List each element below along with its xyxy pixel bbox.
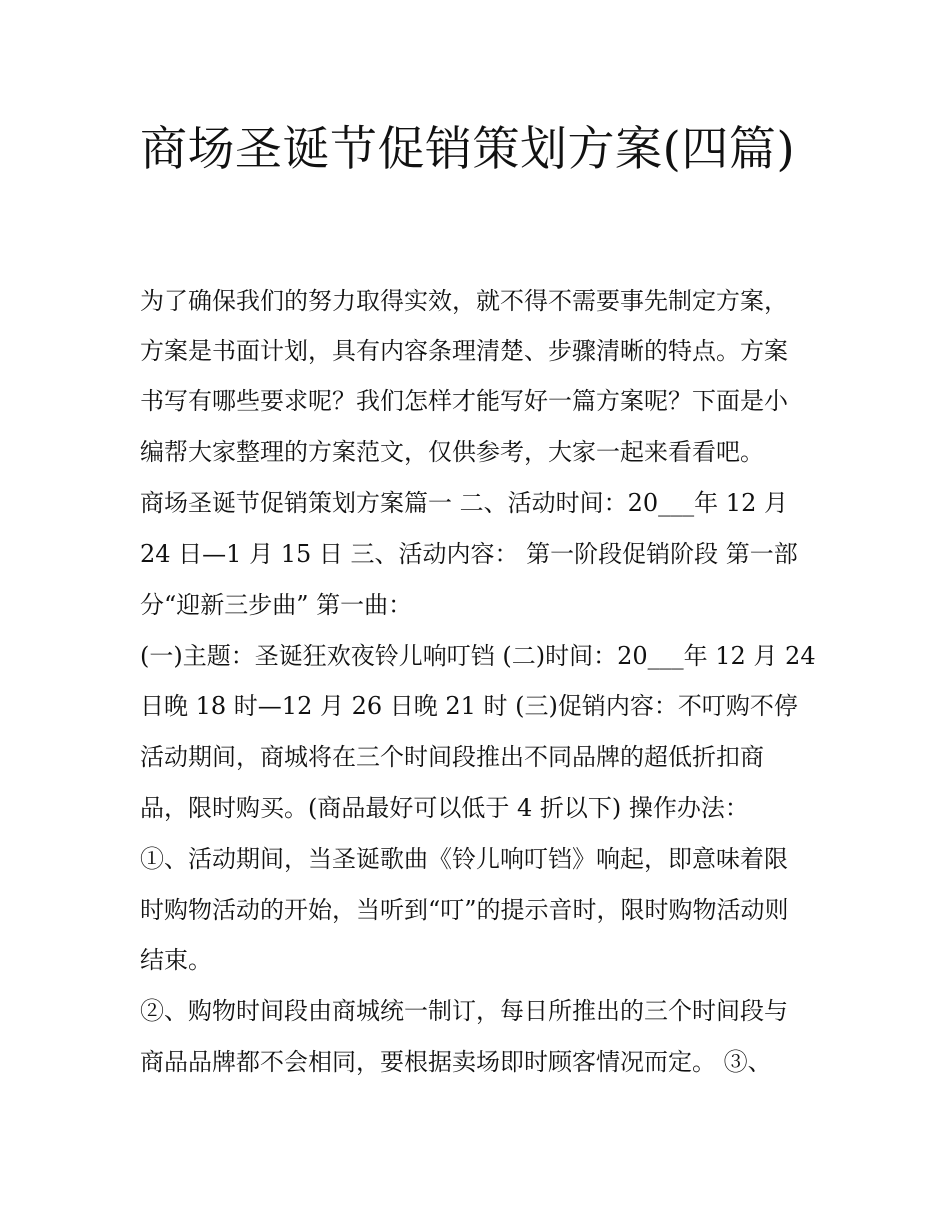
body-line-15: ②、购物时间段由商城统一制订，每日所推出的三个时间段与 — [140, 997, 788, 1025]
body-line-1: 为了确保我们的努力取得实效，就不得不需要事先制定方案， — [140, 287, 788, 315]
body-line-5: 商场圣诞节促销策划方案篇一 二、活动时间：20___年 12 月 — [140, 489, 788, 517]
body-line-10: 活动期间，商城将在三个时间段推出不同品牌的超低折扣商 — [140, 743, 764, 771]
body-line-3: 书写有哪些要求呢？我们怎样才能写好一篇方案呢？下面是小 — [140, 387, 788, 415]
body-line-8: (一)主题：圣诞狂欢夜铃儿响叮铛 (二)时间：20___年 12 月 24 — [140, 642, 816, 670]
body-line-14: 结束。 — [140, 946, 212, 974]
body-line-7: 分“迎新三步曲” 第一曲： — [140, 591, 413, 619]
body-line-4: 编帮大家整理的方案范文，仅供参考，大家一起来看看吧。 — [140, 438, 764, 466]
body-line-9: 日晚 18 时—12 月 26 日晚 21 时 (三)促销内容：不叮购不停 — [140, 692, 798, 720]
body-line-11: 品，限时购买。(商品最好可以低于 4 折以下) 操作办法： — [140, 794, 749, 822]
body-line-13: 时购物活动的开始，当听到“叮”的提示音时，限时购物活动则 — [140, 896, 789, 924]
body-line-12: ①、活动期间，当圣诞歌曲《铃儿响叮铛》响起，即意味着限 — [140, 845, 788, 873]
body-line-16: 商品品牌都不会相同，要根据卖场即时顾客情况而定。 ③、 — [140, 1048, 772, 1076]
body-line-6: 24 日—1 月 15 日 三、活动内容： 第一阶段促销阶段 第一部 — [140, 540, 798, 568]
document-title: 商场圣诞节促销策划方案(四篇) — [140, 122, 796, 177]
body-line-2: 方案是书面计划，具有内容条理清楚、步骤清晰的特点。方案 — [140, 337, 788, 365]
